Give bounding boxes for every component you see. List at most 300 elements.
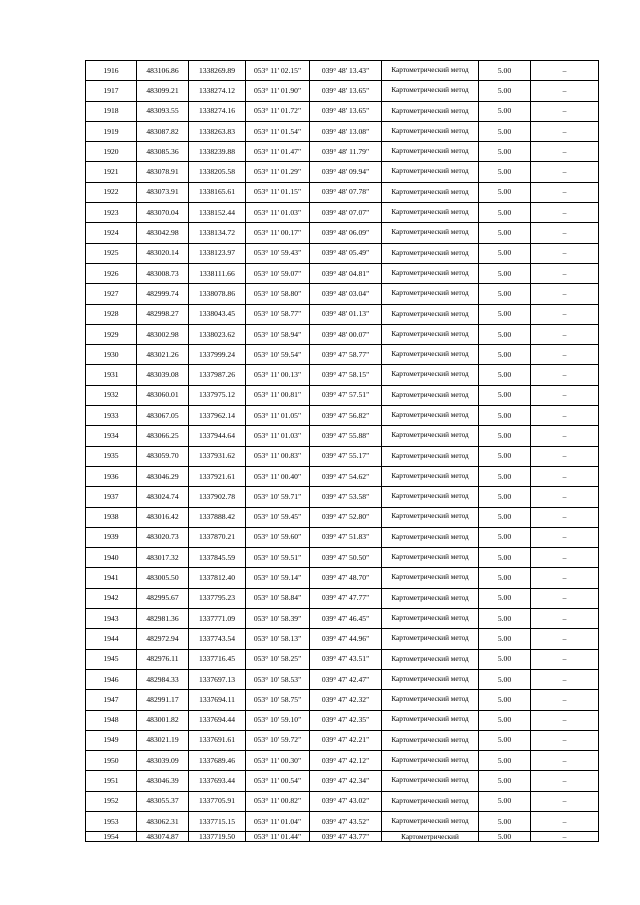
x-coordinate-cell: 482984.33 — [137, 669, 189, 689]
note-cell: – — [531, 548, 599, 568]
y-coordinate-cell: 1337902.78 — [189, 487, 246, 507]
note-cell: – — [531, 730, 599, 750]
y-coordinate-cell: 1338111.66 — [189, 263, 246, 283]
note-cell: – — [531, 365, 599, 385]
accuracy-cell: 5.00 — [479, 649, 531, 669]
table-row — [86, 446, 599, 466]
method-cell: Картометрический метод — [382, 568, 479, 588]
table-row — [86, 142, 599, 162]
longitude-cell: 039° 47' 53.58" — [310, 487, 382, 507]
point-number-cell: 1949 — [86, 730, 137, 750]
accuracy-cell: 5.00 — [479, 81, 531, 101]
x-coordinate-cell: 483002.98 — [137, 324, 189, 344]
note-cell: – — [531, 832, 599, 842]
note-cell: – — [531, 649, 599, 669]
latitude-cell: 053° 11' 01.05" — [246, 406, 310, 426]
x-coordinate-cell: 483093.55 — [137, 101, 189, 121]
point-number-cell: 1941 — [86, 568, 137, 588]
latitude-cell: 053° 11' 00.13" — [246, 365, 310, 385]
table-row — [86, 243, 599, 263]
note-cell: – — [531, 243, 599, 263]
point-number-cell: 1939 — [86, 527, 137, 547]
table-row — [86, 690, 599, 710]
method-cell: Картометрический метод — [382, 426, 479, 446]
note-cell: – — [531, 345, 599, 365]
longitude-cell: 039° 47' 43.52" — [310, 811, 382, 831]
table-row — [86, 548, 599, 568]
table-row — [86, 426, 599, 446]
point-number-cell: 1936 — [86, 466, 137, 486]
point-number-cell: 1924 — [86, 223, 137, 243]
latitude-cell: 053° 10' 58.25" — [246, 649, 310, 669]
table-row — [86, 365, 599, 385]
longitude-cell: 039° 48' 13.43" — [310, 61, 382, 81]
method-cell: Картометрический метод — [382, 101, 479, 121]
method-cell: Картометрический метод — [382, 548, 479, 568]
y-coordinate-cell: 1338123.97 — [189, 243, 246, 263]
point-number-cell: 1940 — [86, 548, 137, 568]
longitude-cell: 039° 47' 51.83" — [310, 527, 382, 547]
accuracy-cell: 5.00 — [479, 345, 531, 365]
point-number-cell: 1922 — [86, 182, 137, 202]
y-coordinate-cell: 1338274.16 — [189, 101, 246, 121]
y-coordinate-cell: 1338263.83 — [189, 121, 246, 141]
latitude-cell: 053° 10' 59.60" — [246, 527, 310, 547]
table-row — [86, 669, 599, 689]
table-row — [86, 121, 599, 141]
note-cell: – — [531, 203, 599, 223]
table-row — [86, 771, 599, 791]
table-row — [86, 832, 599, 842]
latitude-cell: 053° 11' 00.82" — [246, 791, 310, 811]
note-cell: – — [531, 162, 599, 182]
latitude-cell: 053° 10' 59.45" — [246, 507, 310, 527]
accuracy-cell: 5.00 — [479, 690, 531, 710]
method-cell: Картометрический метод — [382, 771, 479, 791]
method-cell: Картометрический метод — [382, 588, 479, 608]
y-coordinate-cell: 1337705.91 — [189, 791, 246, 811]
table-row — [86, 466, 599, 486]
table-row — [86, 101, 599, 121]
note-cell: – — [531, 182, 599, 202]
method-cell: Картометрический метод — [382, 385, 479, 405]
point-number-cell: 1950 — [86, 751, 137, 771]
longitude-cell: 039° 47' 44.96" — [310, 629, 382, 649]
longitude-cell: 039° 47' 58.77" — [310, 345, 382, 365]
accuracy-cell: 5.00 — [479, 203, 531, 223]
longitude-cell: 039° 47' 43.02" — [310, 791, 382, 811]
latitude-cell: 053° 10' 58.13" — [246, 629, 310, 649]
note-cell: – — [531, 690, 599, 710]
method-cell: Картометрический метод — [382, 649, 479, 669]
table-row — [86, 182, 599, 202]
point-number-cell: 1921 — [86, 162, 137, 182]
y-coordinate-cell: 1337962.14 — [189, 406, 246, 426]
table-row — [86, 730, 599, 750]
longitude-cell: 039° 47' 57.51" — [310, 385, 382, 405]
point-number-cell: 1934 — [86, 426, 137, 446]
x-coordinate-cell: 483106.86 — [137, 61, 189, 81]
x-coordinate-cell: 483042.98 — [137, 223, 189, 243]
y-coordinate-cell: 1337987.26 — [189, 365, 246, 385]
note-cell: – — [531, 669, 599, 689]
longitude-cell: 039° 47' 43.77" — [310, 832, 382, 842]
point-number-cell: 1928 — [86, 304, 137, 324]
method-cell: Картометрический метод — [382, 243, 479, 263]
table-row — [86, 81, 599, 101]
table-row — [86, 385, 599, 405]
y-coordinate-cell: 1338078.86 — [189, 284, 246, 304]
point-number-cell: 1931 — [86, 365, 137, 385]
point-number-cell: 1933 — [86, 406, 137, 426]
longitude-cell: 039° 47' 46.45" — [310, 609, 382, 629]
method-cell: Картометрический метод — [382, 121, 479, 141]
x-coordinate-cell: 482999.74 — [137, 284, 189, 304]
table-row — [86, 304, 599, 324]
longitude-cell: 039° 48' 07.78" — [310, 182, 382, 202]
latitude-cell: 053° 11' 01.03" — [246, 203, 310, 223]
longitude-cell: 039° 47' 55.88" — [310, 426, 382, 446]
method-cell: Картометрический метод — [382, 223, 479, 243]
longitude-cell: 039° 48' 05.49" — [310, 243, 382, 263]
point-number-cell: 1917 — [86, 81, 137, 101]
accuracy-cell: 5.00 — [479, 466, 531, 486]
point-number-cell: 1935 — [86, 446, 137, 466]
x-coordinate-cell: 483059.70 — [137, 446, 189, 466]
latitude-cell: 053° 10' 59.14" — [246, 568, 310, 588]
point-number-cell: 1916 — [86, 61, 137, 81]
method-cell: Картометрический метод — [382, 710, 479, 730]
accuracy-cell: 5.00 — [479, 446, 531, 466]
latitude-cell: 053° 10' 58.84" — [246, 588, 310, 608]
latitude-cell: 053° 11' 02.15" — [246, 61, 310, 81]
y-coordinate-cell: 1337812.40 — [189, 568, 246, 588]
accuracy-cell: 5.00 — [479, 162, 531, 182]
accuracy-cell: 5.00 — [479, 142, 531, 162]
method-cell: Картометрический метод — [382, 609, 479, 629]
method-cell: Картометрический метод — [382, 142, 479, 162]
longitude-cell: 039° 48' 11.79" — [310, 142, 382, 162]
method-cell: Картометрический метод — [382, 61, 479, 81]
longitude-cell: 039° 48' 09.94" — [310, 162, 382, 182]
accuracy-cell: 5.00 — [479, 811, 531, 831]
table-row — [86, 263, 599, 283]
accuracy-cell: 5.00 — [479, 182, 531, 202]
method-cell: Картометрический метод — [382, 345, 479, 365]
longitude-cell: 039° 48' 13.65" — [310, 81, 382, 101]
note-cell: – — [531, 223, 599, 243]
accuracy-cell: 5.00 — [479, 527, 531, 547]
longitude-cell: 039° 47' 56.82" — [310, 406, 382, 426]
note-cell: – — [531, 142, 599, 162]
y-coordinate-cell: 1337719.50 — [189, 832, 246, 842]
x-coordinate-cell: 483099.21 — [137, 81, 189, 101]
latitude-cell: 053° 10' 58.77" — [246, 304, 310, 324]
table-row — [86, 710, 599, 730]
latitude-cell: 053° 11' 01.44" — [246, 832, 310, 842]
latitude-cell: 053° 10' 58.94" — [246, 324, 310, 344]
method-cell: Картометрический метод — [382, 487, 479, 507]
point-number-cell: 1930 — [86, 345, 137, 365]
y-coordinate-cell: 1337888.42 — [189, 507, 246, 527]
accuracy-cell: 5.00 — [479, 101, 531, 121]
x-coordinate-cell: 482991.17 — [137, 690, 189, 710]
longitude-cell: 039° 48' 01.13" — [310, 304, 382, 324]
longitude-cell: 039° 47' 47.77" — [310, 588, 382, 608]
accuracy-cell: 5.00 — [479, 385, 531, 405]
latitude-cell: 053° 11' 00.17" — [246, 223, 310, 243]
latitude-cell: 053° 10' 58.80" — [246, 284, 310, 304]
note-cell: – — [531, 121, 599, 141]
accuracy-cell: 5.00 — [479, 263, 531, 283]
latitude-cell: 053° 11' 01.54" — [246, 121, 310, 141]
table-row — [86, 751, 599, 771]
y-coordinate-cell: 1337944.64 — [189, 426, 246, 446]
point-number-cell: 1937 — [86, 487, 137, 507]
x-coordinate-cell: 483087.82 — [137, 121, 189, 141]
table-row — [86, 649, 599, 669]
longitude-cell: 039° 47' 42.21" — [310, 730, 382, 750]
note-cell: – — [531, 527, 599, 547]
note-cell: – — [531, 385, 599, 405]
latitude-cell: 053° 10' 58.39" — [246, 609, 310, 629]
accuracy-cell: 5.00 — [479, 710, 531, 730]
point-number-cell: 1944 — [86, 629, 137, 649]
method-cell: Картометрический метод — [382, 751, 479, 771]
accuracy-cell: 5.00 — [479, 426, 531, 446]
table-row — [86, 345, 599, 365]
x-coordinate-cell: 482976.11 — [137, 649, 189, 669]
latitude-cell: 053° 11' 01.72" — [246, 101, 310, 121]
note-cell: – — [531, 406, 599, 426]
latitude-cell: 053° 11' 01.04" — [246, 811, 310, 831]
table-row — [86, 629, 599, 649]
method-cell: Картометрический метод — [382, 690, 479, 710]
accuracy-cell: 5.00 — [479, 609, 531, 629]
x-coordinate-cell: 483017.32 — [137, 548, 189, 568]
method-cell: Картометрический метод — [382, 446, 479, 466]
point-number-cell: 1919 — [86, 121, 137, 141]
method-cell: Картометрический метод — [382, 791, 479, 811]
longitude-cell: 039° 47' 42.34" — [310, 771, 382, 791]
longitude-cell: 039° 47' 42.32" — [310, 690, 382, 710]
point-number-cell: 1942 — [86, 588, 137, 608]
latitude-cell: 053° 10' 59.54" — [246, 345, 310, 365]
x-coordinate-cell: 483060.01 — [137, 385, 189, 405]
y-coordinate-cell: 1337716.45 — [189, 649, 246, 669]
y-coordinate-cell: 1337743.54 — [189, 629, 246, 649]
table-row — [86, 609, 599, 629]
table-row — [86, 61, 599, 81]
note-cell: – — [531, 324, 599, 344]
table-row — [86, 324, 599, 344]
accuracy-cell: 5.00 — [479, 365, 531, 385]
y-coordinate-cell: 1337845.59 — [189, 548, 246, 568]
y-coordinate-cell: 1338274.12 — [189, 81, 246, 101]
y-coordinate-cell: 1338023.62 — [189, 324, 246, 344]
y-coordinate-cell: 1337870.21 — [189, 527, 246, 547]
x-coordinate-cell: 483021.26 — [137, 345, 189, 365]
note-cell: – — [531, 101, 599, 121]
table-row — [86, 507, 599, 527]
latitude-cell: 053° 10' 59.72" — [246, 730, 310, 750]
accuracy-cell: 5.00 — [479, 61, 531, 81]
accuracy-cell: 5.00 — [479, 832, 531, 842]
method-cell: Картометрический метод — [382, 162, 479, 182]
method-cell: Картометрический метод — [382, 304, 479, 324]
x-coordinate-cell: 483008.73 — [137, 263, 189, 283]
point-number-cell: 1923 — [86, 203, 137, 223]
longitude-cell: 039° 48' 13.08" — [310, 121, 382, 141]
longitude-cell: 039° 47' 52.80" — [310, 507, 382, 527]
y-coordinate-cell: 1337691.61 — [189, 730, 246, 750]
method-cell: Картометрический метод — [382, 811, 479, 831]
accuracy-cell: 5.00 — [479, 771, 531, 791]
method-cell: Картометрический метод — [382, 527, 479, 547]
table-row — [86, 791, 599, 811]
latitude-cell: 053° 11' 00.81" — [246, 385, 310, 405]
point-number-cell: 1953 — [86, 811, 137, 831]
latitude-cell: 053° 11' 01.15" — [246, 182, 310, 202]
longitude-cell: 039° 48' 06.09" — [310, 223, 382, 243]
note-cell: – — [531, 446, 599, 466]
x-coordinate-cell: 482981.36 — [137, 609, 189, 629]
table-row — [86, 527, 599, 547]
longitude-cell: 039° 47' 42.12" — [310, 751, 382, 771]
method-cell: Картометрический метод — [382, 629, 479, 649]
table-row — [86, 568, 599, 588]
method-cell: Картометрический метод — [382, 507, 479, 527]
accuracy-cell: 5.00 — [479, 791, 531, 811]
table-row — [86, 588, 599, 608]
accuracy-cell: 5.00 — [479, 751, 531, 771]
table-body — [86, 61, 599, 842]
note-cell: – — [531, 609, 599, 629]
latitude-cell: 053° 10' 59.43" — [246, 243, 310, 263]
method-cell: Картометрический метод — [382, 324, 479, 344]
accuracy-cell: 5.00 — [479, 548, 531, 568]
y-coordinate-cell: 1337975.12 — [189, 385, 246, 405]
note-cell: – — [531, 588, 599, 608]
y-coordinate-cell: 1337694.11 — [189, 690, 246, 710]
method-cell: Картометрический метод — [382, 466, 479, 486]
table-row — [86, 811, 599, 831]
point-number-cell: 1951 — [86, 771, 137, 791]
note-cell: – — [531, 487, 599, 507]
longitude-cell: 039° 48' 04.81" — [310, 263, 382, 283]
point-number-cell: 1929 — [86, 324, 137, 344]
table-row — [86, 162, 599, 182]
y-coordinate-cell: 1337694.44 — [189, 710, 246, 730]
x-coordinate-cell: 483024.74 — [137, 487, 189, 507]
y-coordinate-cell: 1337795.23 — [189, 588, 246, 608]
x-coordinate-cell: 482995.67 — [137, 588, 189, 608]
latitude-cell: 053° 11' 01.29" — [246, 162, 310, 182]
point-number-cell: 1943 — [86, 609, 137, 629]
latitude-cell: 053° 11' 00.40" — [246, 466, 310, 486]
latitude-cell: 053° 10' 59.71" — [246, 487, 310, 507]
method-cell: Картометрический метод — [382, 730, 479, 750]
y-coordinate-cell: 1338205.58 — [189, 162, 246, 182]
table-row — [86, 406, 599, 426]
method-cell: Картометрический метод — [382, 203, 479, 223]
y-coordinate-cell: 1338152.44 — [189, 203, 246, 223]
longitude-cell: 039° 47' 42.47" — [310, 669, 382, 689]
note-cell: – — [531, 507, 599, 527]
latitude-cell: 053° 11' 01.03" — [246, 426, 310, 446]
point-number-cell: 1945 — [86, 649, 137, 669]
x-coordinate-cell: 483016.42 — [137, 507, 189, 527]
note-cell: – — [531, 466, 599, 486]
latitude-cell: 053° 10' 59.10" — [246, 710, 310, 730]
longitude-cell: 039° 47' 43.51" — [310, 649, 382, 669]
note-cell: – — [531, 81, 599, 101]
x-coordinate-cell: 483039.08 — [137, 365, 189, 385]
point-number-cell: 1925 — [86, 243, 137, 263]
point-number-cell: 1952 — [86, 791, 137, 811]
x-coordinate-cell: 483074.87 — [137, 832, 189, 842]
y-coordinate-cell: 1337693.44 — [189, 771, 246, 791]
accuracy-cell: 5.00 — [479, 507, 531, 527]
longitude-cell: 039° 47' 54.62" — [310, 466, 382, 486]
x-coordinate-cell: 482998.27 — [137, 304, 189, 324]
y-coordinate-cell: 1337689.46 — [189, 751, 246, 771]
table-row — [86, 223, 599, 243]
x-coordinate-cell: 483020.14 — [137, 243, 189, 263]
y-coordinate-cell: 1337715.15 — [189, 811, 246, 831]
note-cell: – — [531, 263, 599, 283]
note-cell: – — [531, 791, 599, 811]
x-coordinate-cell: 483021.19 — [137, 730, 189, 750]
point-number-cell: 1927 — [86, 284, 137, 304]
note-cell: – — [531, 284, 599, 304]
longitude-cell: 039° 47' 42.35" — [310, 710, 382, 730]
point-number-cell: 1947 — [86, 690, 137, 710]
accuracy-cell: 5.00 — [479, 669, 531, 689]
y-coordinate-cell: 1337771.09 — [189, 609, 246, 629]
note-cell: – — [531, 629, 599, 649]
note-cell: – — [531, 426, 599, 446]
accuracy-cell: 5.00 — [479, 406, 531, 426]
method-cell: Картометрический метод — [382, 284, 479, 304]
x-coordinate-cell: 483085.36 — [137, 142, 189, 162]
table-row — [86, 487, 599, 507]
y-coordinate-cell: 1338239.88 — [189, 142, 246, 162]
accuracy-cell: 5.00 — [479, 121, 531, 141]
accuracy-cell: 5.00 — [479, 730, 531, 750]
x-coordinate-cell: 483046.39 — [137, 771, 189, 791]
accuracy-cell: 5.00 — [479, 629, 531, 649]
note-cell: – — [531, 771, 599, 791]
latitude-cell: 053° 11' 00.83" — [246, 446, 310, 466]
latitude-cell: 053° 10' 58.75" — [246, 690, 310, 710]
longitude-cell: 039° 48' 07.07" — [310, 203, 382, 223]
x-coordinate-cell: 483005.50 — [137, 568, 189, 588]
x-coordinate-cell: 483073.91 — [137, 182, 189, 202]
x-coordinate-cell: 483020.73 — [137, 527, 189, 547]
method-cell: Картометрический метод — [382, 669, 479, 689]
latitude-cell: 053° 11' 00.54" — [246, 771, 310, 791]
latitude-cell: 053° 10' 58.53" — [246, 669, 310, 689]
x-coordinate-cell: 483070.04 — [137, 203, 189, 223]
point-number-cell: 1920 — [86, 142, 137, 162]
x-coordinate-cell: 483062.31 — [137, 811, 189, 831]
latitude-cell: 053° 11' 00.30" — [246, 751, 310, 771]
accuracy-cell: 5.00 — [479, 243, 531, 263]
accuracy-cell: 5.00 — [479, 487, 531, 507]
table-row — [86, 203, 599, 223]
longitude-cell: 039° 48' 00.07" — [310, 324, 382, 344]
